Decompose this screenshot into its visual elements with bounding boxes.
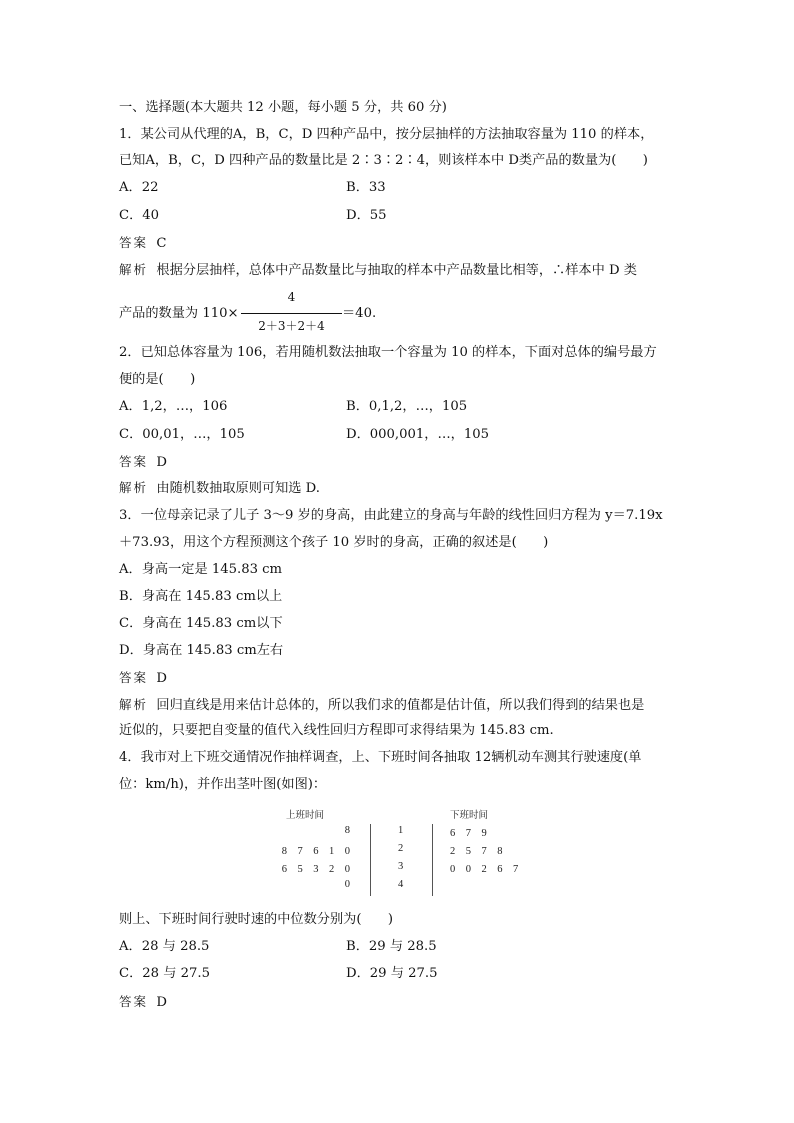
- q1-analysis-line2-post: ＝40.: [342, 306, 377, 321]
- q2-option-a: A．1,2，…，106: [119, 399, 228, 414]
- q4-option-b: B．29 与 28.5: [346, 939, 437, 954]
- q1-option-a: A．22: [119, 180, 159, 195]
- q3-analysis-line2: 近似的，只要把自变量的值代入线性回归方程即可求得结果为 145.83 cm.: [119, 723, 554, 738]
- q2-stem-line2: 便的是( ): [119, 372, 196, 387]
- q3-analysis-text1: 回归直线是用来估计总体的，所以我们求的值都是估计值，所以我们得到的结果也是: [156, 698, 645, 713]
- q2-option-d: D．000,001，…，105: [346, 427, 490, 442]
- q3-analysis-line1: [119, 697, 644, 714]
- analysis-label: 解析: [119, 480, 149, 495]
- q4-stem-line2: 位：km/h)，并作出茎叶图(如图)：: [119, 777, 327, 792]
- q3-option-d: D．身高在 145.83 cm左右: [119, 643, 284, 658]
- analysis-label: 解析: [119, 697, 149, 712]
- stemleaf-right-title: 下班时间: [450, 811, 489, 821]
- stemleaf-row3-right: 0 0 2 6 7: [450, 864, 519, 875]
- answer-label: 答案: [119, 670, 149, 685]
- q4-answer: D: [156, 995, 167, 1010]
- q1-fraction-denominator: 2＋3＋2＋4: [258, 319, 325, 333]
- analysis-label: 解析: [119, 262, 149, 277]
- q3-option-c: C．身高在 145.83 cm以下: [119, 616, 283, 631]
- stemleaf-row4-stem: 4: [398, 879, 404, 890]
- stemleaf-row1-stem: 1: [398, 825, 404, 836]
- q2-option-c: C．00,01，…，105: [119, 427, 245, 442]
- q1-option-d: D．55: [346, 208, 387, 223]
- q2-analysis-text: 由随机数抽取原则可知选 D.: [156, 481, 320, 496]
- q2-analysis: [119, 480, 320, 497]
- q3-stem-line1: 3．一位母亲记录了儿子 3～9 岁的身高，由此建立的身高与年龄的线性回归方程为 y＝7.19x: [119, 508, 663, 523]
- q1-fraction-bar: [241, 313, 342, 314]
- q1-answer-row: [119, 235, 167, 252]
- q3-answer-row: [119, 670, 167, 687]
- q4-option-d: D．29 与 27.5: [346, 966, 438, 981]
- answer-label: 答案: [119, 235, 149, 250]
- q2-answer-row: [119, 454, 167, 471]
- stemleaf-left-divider: [370, 824, 371, 896]
- q4-stem-line3: 则上、下班时间行驶时速的中位数分别为( ): [119, 912, 394, 927]
- stemleaf-left-title: 上班时间: [286, 811, 325, 821]
- stemleaf-row1-left: 8: [344, 825, 350, 836]
- q1-option-b: B．33: [346, 180, 386, 195]
- q4-answer-row: [119, 994, 167, 1011]
- stemleaf-row3-stem: 3: [398, 861, 404, 872]
- q1-analysis-text1: 根据分层抽样，总体中产品数量比与抽取的样本中产品数量比相等，∴样本中 D 类: [156, 263, 637, 278]
- q1-answer: C: [156, 236, 167, 251]
- q1-stem-line1: 1．某公司从代理的A，B，C，D 四种产品中，按分层抽样的方法抽取容量为 110 的样本，: [119, 127, 654, 142]
- stemleaf-row1-right: 6 7 9: [450, 828, 487, 839]
- stemleaf-row2-right: 2 5 7 8: [450, 846, 503, 857]
- q4-option-c: C．28 与 27.5: [119, 966, 210, 981]
- q3-answer: D: [156, 671, 167, 686]
- q2-option-b: B．0,1,2，…，105: [346, 399, 468, 414]
- section-header: 一、选择题(本大题共 12 小题，每小题 5 分，共 60 分): [119, 100, 447, 115]
- stemleaf-row3-left: 6 5 3 2 0: [281, 864, 350, 875]
- q4-stem-line1: 4．我市对上下班交通情况作抽样调查，上、下班时间各抽取 12辆机动车测其行驶速度(单: [119, 750, 642, 765]
- q4-option-a: A．28 与 28.5: [119, 939, 210, 954]
- q1-analysis-line1: [119, 262, 637, 279]
- stemleaf-row2-stem: 2: [398, 843, 404, 854]
- q3-option-b: B．身高在 145.83 cm以上: [119, 589, 283, 604]
- q3-option-a: A．身高一定是 145.83 cm: [119, 562, 283, 577]
- stemleaf-row2-left: 8 7 6 1 0: [281, 846, 350, 857]
- q1-analysis-line2-pre: 产品的数量为 110×: [119, 306, 239, 321]
- q1-fraction-numerator: 4: [287, 290, 296, 304]
- stemleaf-row4-left: 0: [344, 879, 350, 890]
- q1-option-c: C．40: [119, 208, 160, 223]
- q1-stem-line2: 已知A，B，C，D 四种产品的数量比是 2∶3∶2∶4，则该样本中 D类产品的数量为( ): [119, 153, 648, 168]
- q2-answer: D: [156, 455, 167, 470]
- answer-label: 答案: [119, 454, 149, 469]
- q3-stem-line2: ＋73.93，用这个方程预测这个孩子 10 岁时的身高，正确的叙述是( ): [119, 535, 549, 550]
- answer-label: 答案: [119, 994, 149, 1009]
- q2-stem-line1: 2．已知总体容量为 106，若用随机数法抽取一个容量为 10 的样本，下面对总体的编号最方: [119, 345, 657, 360]
- stemleaf-right-divider: [432, 824, 433, 896]
